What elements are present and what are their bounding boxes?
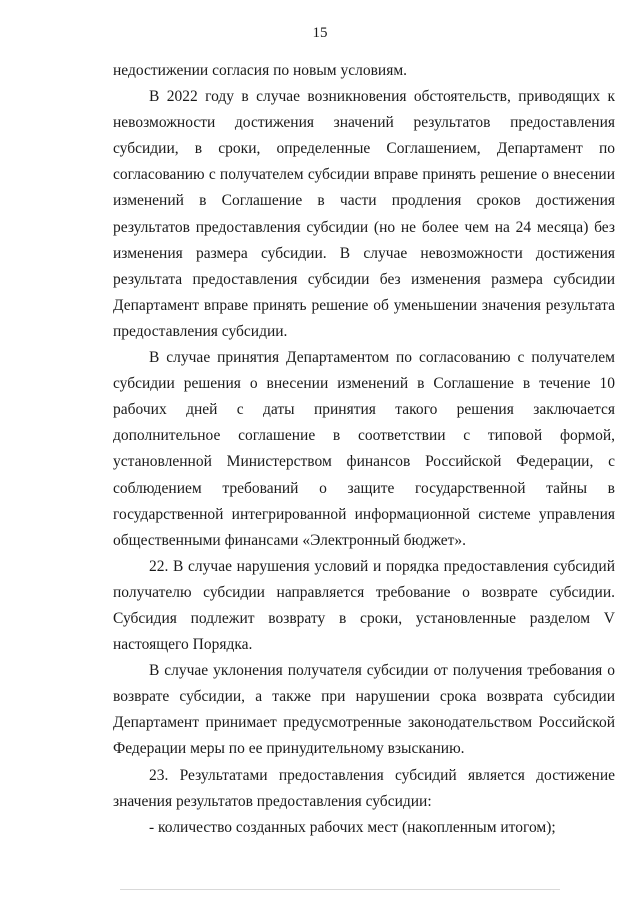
paragraph-item-22: 22. В случае нарушения условий и порядка предоставления субсидий получателю субсидии направляется требование о возврате субсидии. Субсидия подлежит возврату в сроки, установленные разделом V настоящего Порядка. bbox=[113, 557, 615, 654]
document-body bbox=[113, 58, 615, 841]
paragraph-continuation: недостижении согласия по новым условиям. bbox=[113, 62, 408, 79]
paragraph-forced-recovery: В случае уклонения получателя субсидии от получения требования о возврате субсидии, а также при нарушении срока возврата субсидии Департамент принимает предусмотренные законодательством Российской Федерации меры по ее принудительному взысканию. bbox=[113, 662, 615, 758]
paragraph-additional-agreement: В случае принятия Департаментом по согласованию с получателем субсидии решения о внесении изменений в Соглашение в течение 10 рабочих дней с даты принятия такого решения заключается дополнительное соглашение в соответствии с типовой формой, установленной Министерством финансов Российской Федерации, с соблюдением требований о защите государственной тайны в государственной интегрированной информационной системе управления общественными финансами «Электронный бюджет». bbox=[113, 349, 615, 549]
list-item-jobs-created: - количество созданных рабочих мест (накопленным итогом); bbox=[149, 818, 556, 836]
paragraph-2022-deadline-extension: В 2022 году в случае возникновения обстоятельств, приводящих к невозможности достижения значений результатов предоставления субсидии, в сроки, определенные Соглашением, Департамент по согласованию с получателем субсидии вправе принять решение о внесении изменений в Соглашение в части продления сроков достижения результатов предоставления субсидии (но не более чем на 24 месяца) без изменения размера субсидии. В случае невозможности достижения результата предоставления субсидии без изменения размера субсидии Департамент вправе принять решение об уменьшении значения результата предоставления субсидии. bbox=[113, 88, 615, 340]
page-number: 15 bbox=[312, 25, 328, 41]
scan-bottom-edge bbox=[120, 889, 560, 890]
paragraph-item-23: 23. Результатами предоставления субсидий является достижение значения результатов предоставления субсидии: bbox=[113, 766, 615, 810]
